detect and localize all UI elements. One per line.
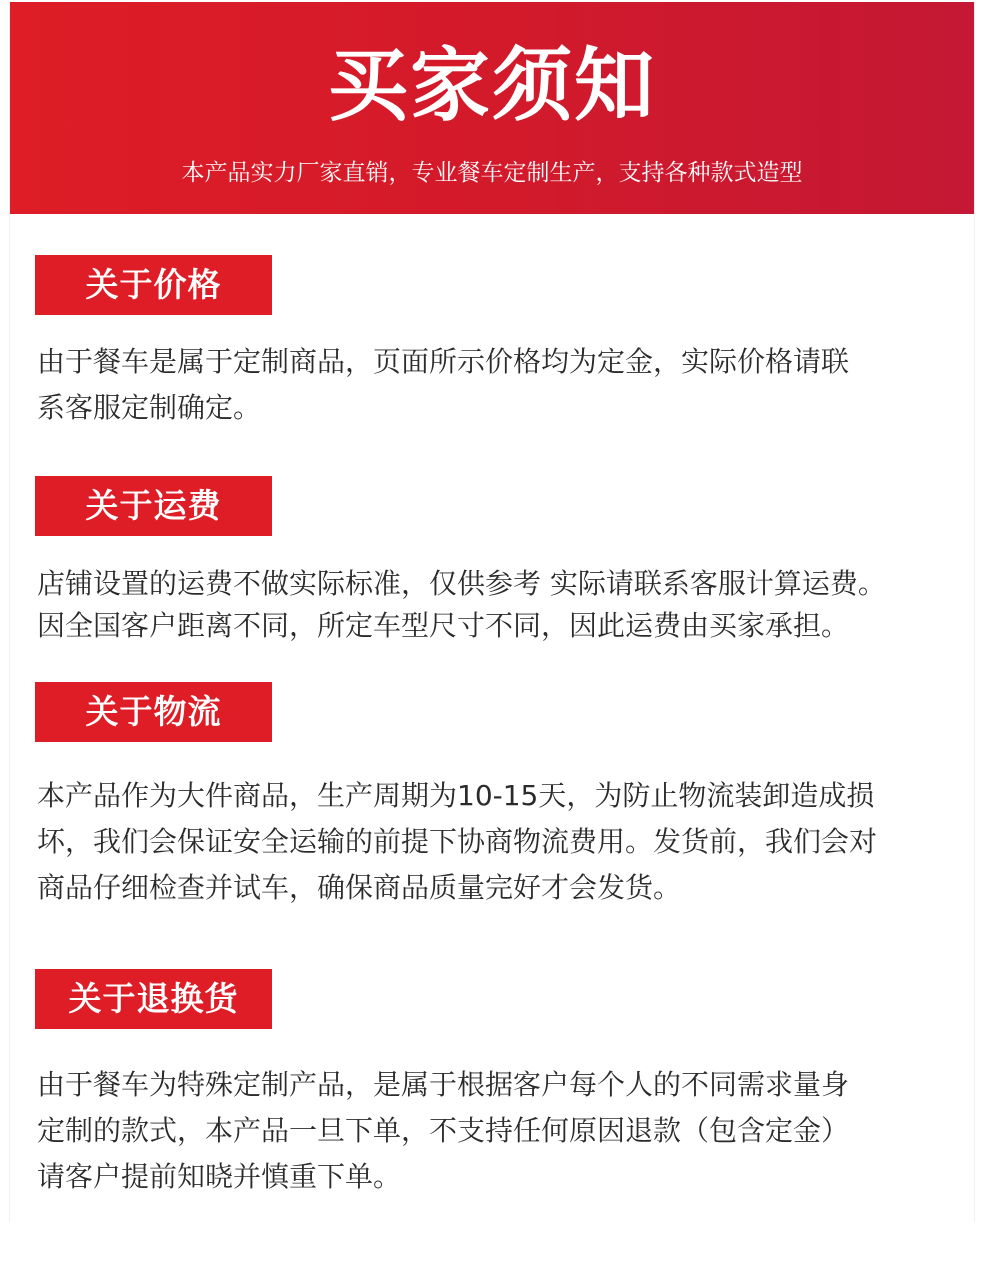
section-text-shipping-fee [37,563,957,647]
page-title: 买家须知 [328,39,656,132]
section-tag-logistics: 关于物流 [35,682,272,742]
page-subtitle: 本产品实力厂家直销，专业餐车定制生产，支持各种款式造型 [181,160,803,186]
text-line: 本产品作为大件商品，生产周期为10-15天，为防止物流装卸造成损 [37,779,875,812]
text-line: 请客户提前知晓并慎重下单。 [37,1160,402,1193]
section-text-price [37,339,957,431]
header-banner [10,2,974,214]
section-text-logistics [37,773,957,911]
text-line: 因全国客户距离不同，所定车型尺寸不同，因此运费由买家承担。 [37,609,850,642]
text-line: 由于餐车是属于定制商品，页面所示价格均为定金，实际价格请联 [37,345,850,378]
text-line: 坏，我们会保证安全运输的前提下协商物流费用。发货前，我们会对 [37,825,878,858]
text-line: 系客服定制确定。 [37,391,262,424]
text-line: 由于餐车为特殊定制产品，是属于根据客户每个人的不同需求量身 [37,1068,850,1101]
text-line: 商品仔细检查并试车，确保商品质量完好才会发货。 [37,871,682,904]
section-text-returns [37,1062,957,1200]
text-line: 定制的款式，本产品一旦下单，不支持任何原因退款（包含定金） [37,1114,850,1147]
section-tag-price: 关于价格 [35,255,272,315]
section-tag-shipping-fee: 关于运费 [35,476,272,536]
notice-page [9,2,975,1222]
section-tag-returns: 关于退换货 [35,969,272,1029]
text-line: 店铺设置的运费不做实际标准，仅供参考 实际请联系客服计算运费。 [37,567,886,600]
